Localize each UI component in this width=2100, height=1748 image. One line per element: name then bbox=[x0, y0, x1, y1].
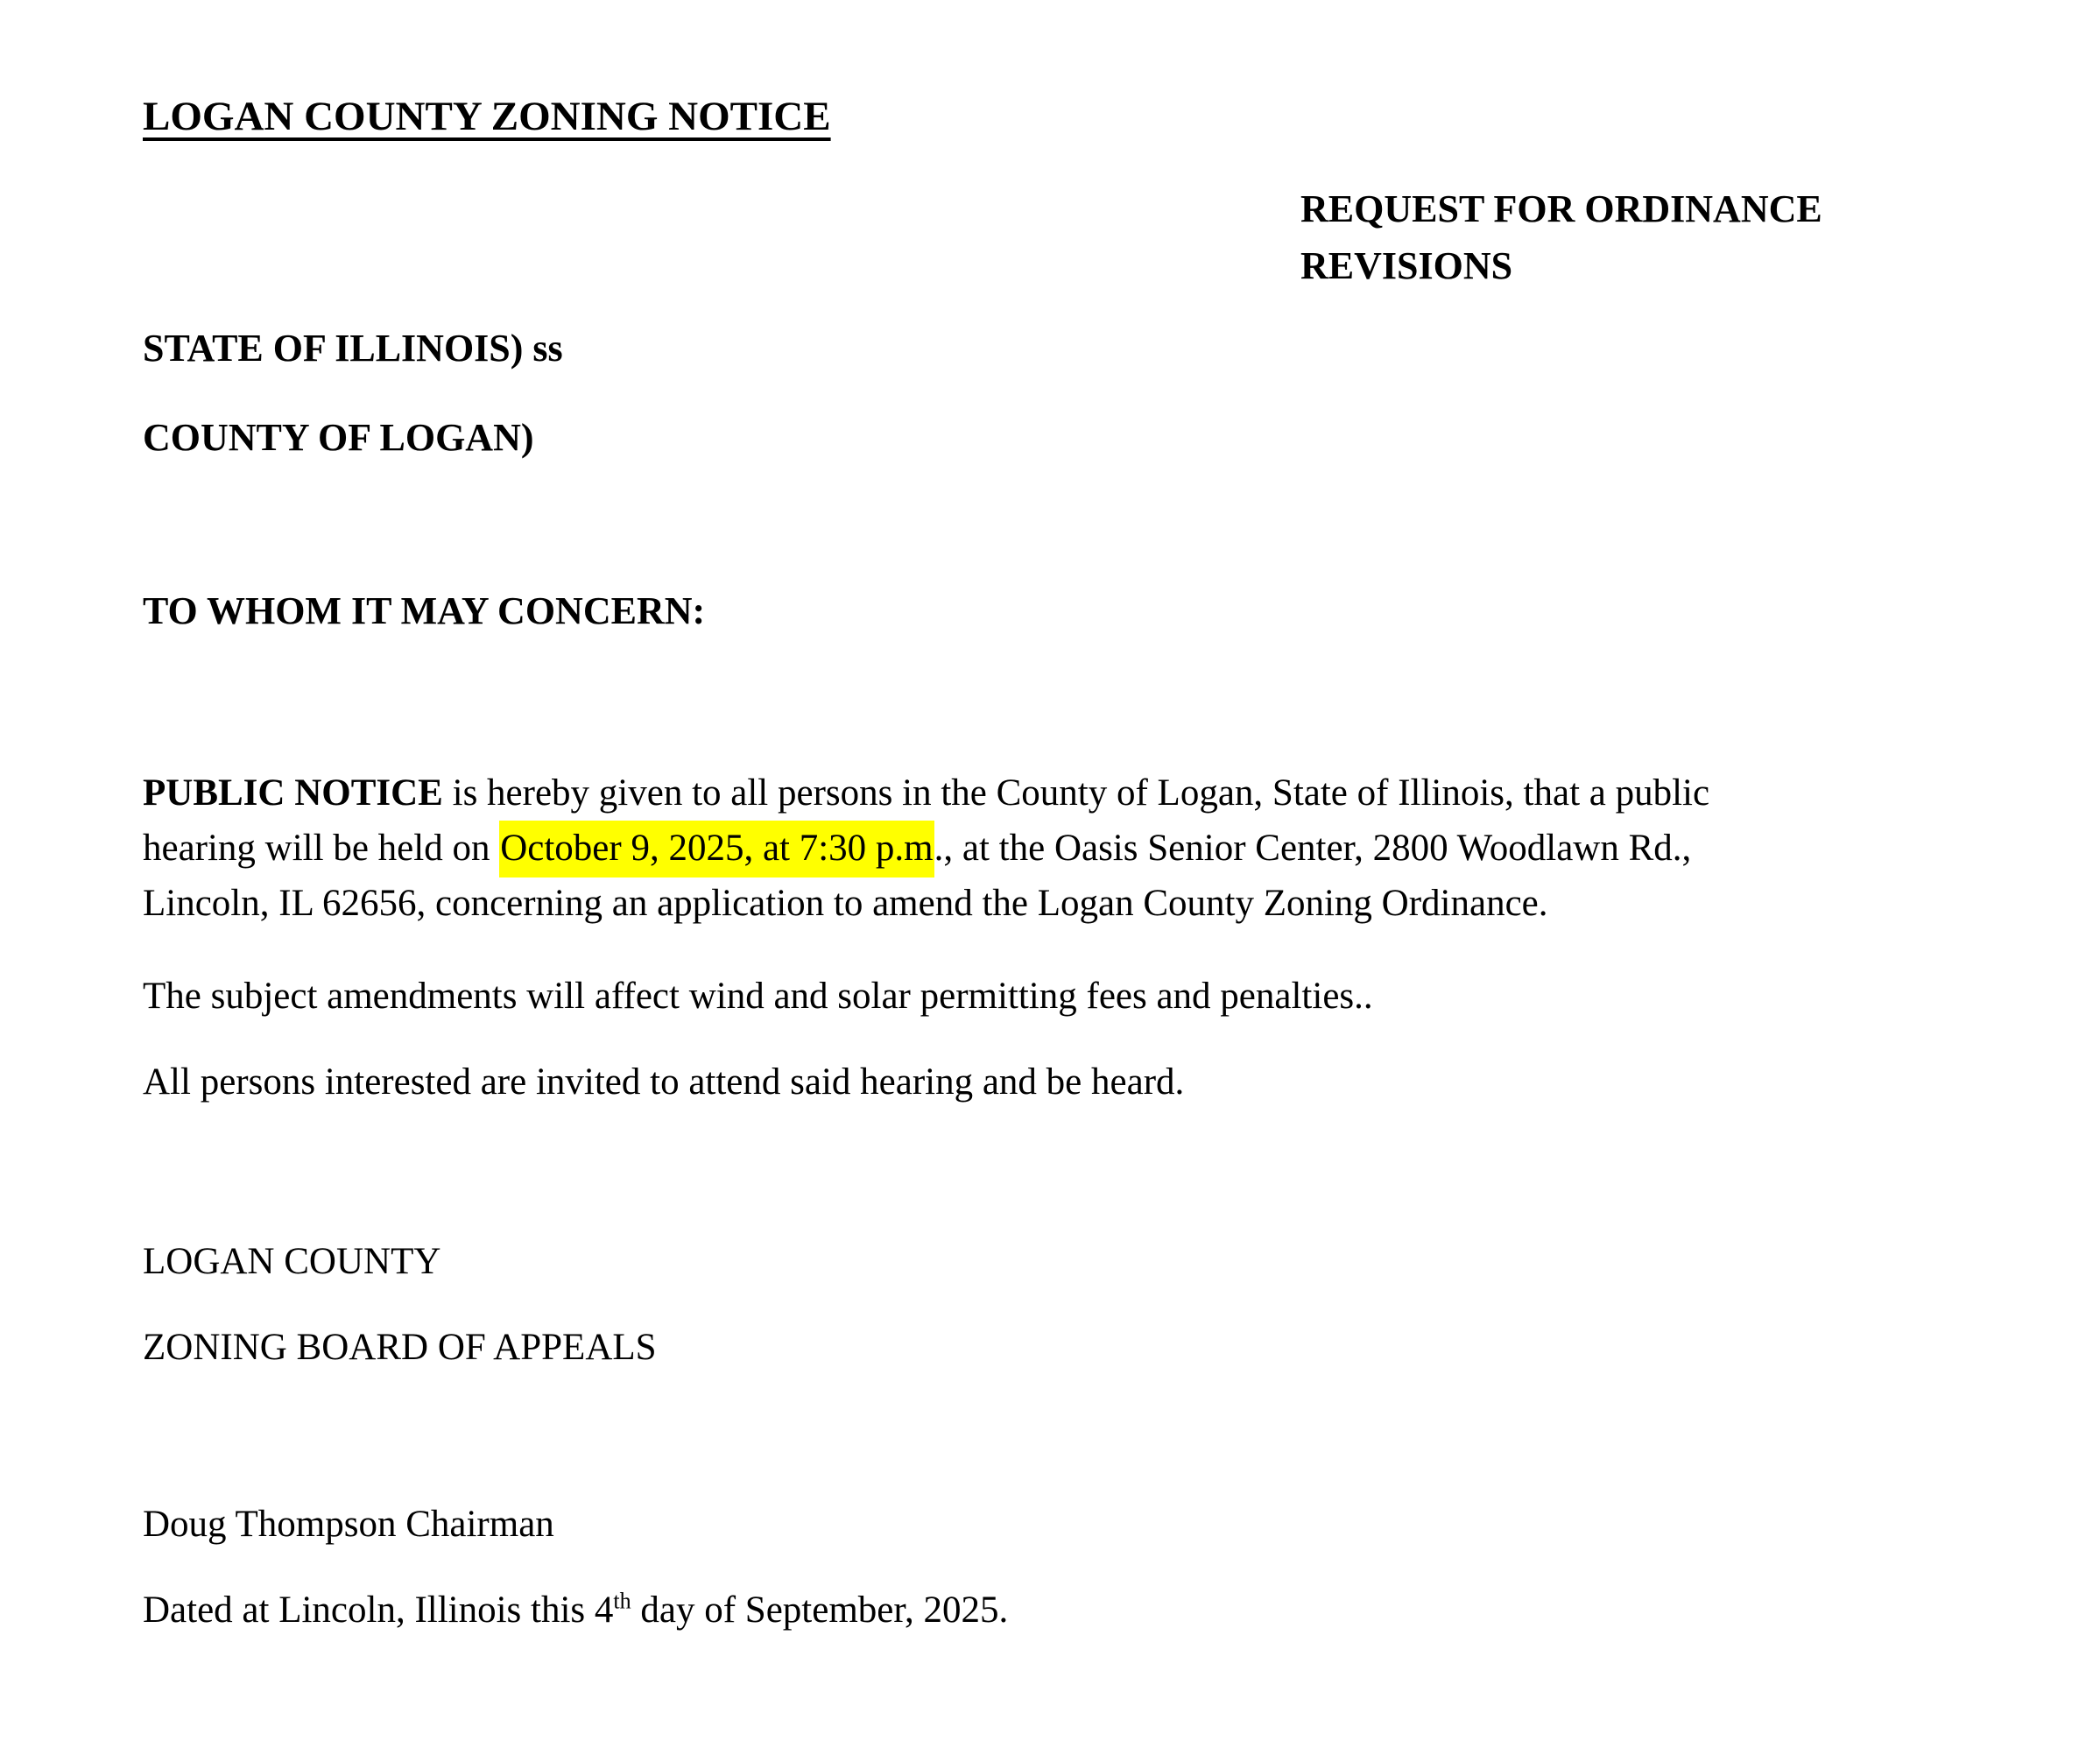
salutation-line: TO WHOM IT MAY CONCERN: bbox=[143, 589, 706, 632]
notice-line-3: Lincoln, IL 62656, concerning an application to amend the Logan County Zoning Ordinance. bbox=[143, 883, 1548, 924]
document-title: LOGAN COUNTY ZONING NOTICE bbox=[143, 94, 831, 139]
county-line: COUNTY OF LOGAN) bbox=[143, 416, 534, 459]
dated-line bbox=[143, 1582, 1008, 1638]
dated-pre: Dated at Lincoln, Illinois this 4 bbox=[143, 1589, 614, 1631]
notice-line1-text: is hereby given to all persons in the County of Logan, State of Illinois, that a public bbox=[442, 772, 1710, 814]
public-notice-paragraph bbox=[143, 765, 1969, 931]
notice-line2-post: ., at the Oasis Senior Center, 2800 Woodlawn Rd., bbox=[934, 828, 1692, 869]
notice-line-1 bbox=[143, 765, 1969, 821]
dated-post: day of September, 2025. bbox=[631, 1589, 1009, 1631]
dated-ordinal-suffix: th bbox=[613, 1588, 631, 1614]
signature-line: Doug Thompson Chairman bbox=[143, 1504, 554, 1545]
public-notice-label: PUBLIC NOTICE bbox=[143, 772, 443, 814]
amendments-line: The subject amendments will affect wind and solar permitting fees and penalties.. bbox=[143, 976, 1373, 1017]
org-board-line: ZONING BOARD OF APPEALS bbox=[143, 1327, 657, 1368]
state-line: STATE OF ILLINOIS) ss bbox=[143, 327, 563, 370]
org-name-line: LOGAN COUNTY bbox=[143, 1241, 441, 1282]
notice-line-2 bbox=[143, 821, 1969, 876]
request-heading: REQUEST FOR ORDINANCE REVISIONS bbox=[1300, 187, 1822, 287]
notice-line2-pre: hearing will be held on bbox=[143, 828, 500, 869]
invitation-line: All persons interested are invited to attend said hearing and be heard. bbox=[143, 1061, 1185, 1103]
highlighted-hearing-date: October 9, 2025, at 7:30 p.m bbox=[499, 821, 934, 878]
